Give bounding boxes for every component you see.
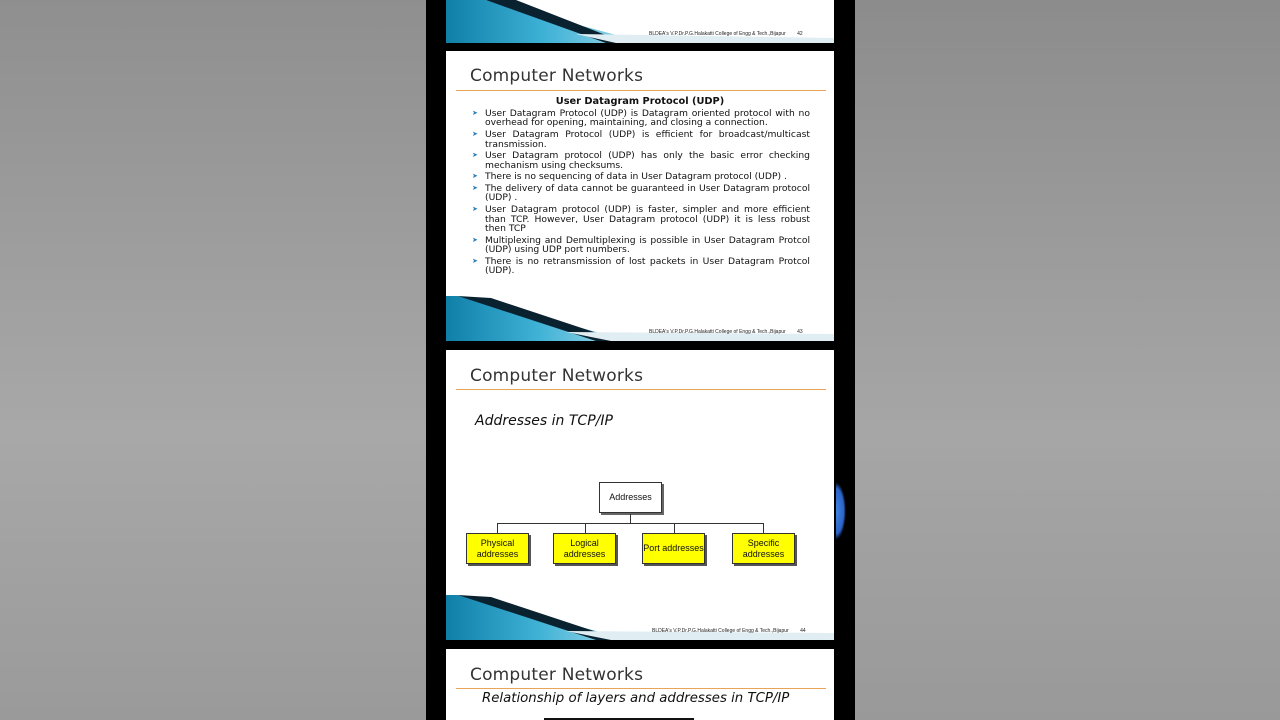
diagram-node-port: Port addresses — [642, 533, 705, 564]
diagram-node-logical: Logical addresses — [553, 533, 616, 564]
list-item: ➤ User Datagram protocol (UDP) is faster, simpler and more efficient than TCP. However, User Datagram protocol (UDP) it is less robust then TCP — [472, 204, 810, 234]
bullet-icon: ➤ — [472, 235, 478, 244]
bullet-icon: ➤ — [472, 172, 478, 181]
bullet-icon: ➤ — [472, 256, 478, 265]
slide-footer: BLDEA's V.P.Dr.P.G.Halakatti College of Engg & Tech.,Bijapur — [649, 31, 786, 37]
slide-title: Computer Networks — [470, 66, 644, 86]
slide-number: 42 — [797, 31, 803, 37]
slide-45 — [446, 649, 834, 720]
background-right — [855, 0, 1280, 720]
connector-line — [585, 523, 586, 533]
list-item: ➤ User Datagram Protocol (UDP) is Datagram oriented protocol with no overhead for opening, maintaining, and closing a connection. — [472, 108, 810, 129]
diagram-node-physical: Physical addresses — [466, 533, 529, 564]
title-divider — [456, 389, 826, 390]
bullet-icon: ➤ — [472, 130, 478, 139]
slide-title: Computer Networks — [470, 366, 644, 386]
slide-44 — [446, 350, 834, 640]
connector-line — [497, 523, 764, 524]
list-item: ➤ User Datagram protocol (UDP) has only the basic error checking mechanism using checksums. — [472, 150, 810, 171]
bullet-list — [472, 109, 810, 278]
list-item: ➤ The delivery of data cannot be guaranteed in User Datagram protocol (UDP) . — [472, 183, 810, 204]
title-divider — [456, 688, 826, 689]
title-divider — [456, 90, 826, 91]
list-item: ➤ There is no retransmission of lost packets in User Datagram Protcol (UDP). — [472, 255, 810, 277]
scroll-indicator[interactable] — [836, 482, 846, 540]
connector-line — [497, 523, 498, 533]
diagram-node-specific: Specific addresses — [732, 533, 795, 564]
section-heading: User Datagram Protocol (UDP) — [555, 96, 725, 107]
slide-footer: BLDEA's V.P.Dr.P.G.Halakatti College of Engg & Tech.,Bijapur — [649, 329, 786, 335]
list-item: ➤ There is no sequencing of data in User Datagram protocol (UDP) . — [472, 171, 787, 183]
connector-line — [674, 523, 675, 533]
bullet-icon: ➤ — [472, 109, 478, 117]
slide-title: Computer Networks — [470, 665, 644, 685]
slide-number: 44 — [800, 628, 806, 634]
slide-number: 43 — [797, 329, 803, 335]
list-item: ➤ User Datagram Protocol (UDP) is efficient for broadcast/multicast transmission. — [472, 129, 810, 150]
bullet-icon: ➤ — [472, 151, 478, 160]
slide-42 — [446, 0, 834, 43]
diagram-root-node: Addresses — [599, 482, 662, 513]
slide-heading: Addresses in TCP/IP — [475, 413, 613, 429]
background-left — [0, 0, 426, 720]
bullet-icon: ➤ — [472, 184, 478, 193]
slide-footer: BLDEA's V.P.Dr.P.G.Halakatti College of Engg & Tech.,Bijapur — [652, 628, 789, 634]
list-item: ➤ Multiplexing and Demultiplexing is possible in User Datagram Protcol (UDP) using UDP port numbers. — [472, 234, 810, 256]
bullet-icon: ➤ — [472, 205, 478, 214]
slide-heading: Relationship of layers and addresses in TCP/IP — [482, 691, 790, 706]
slide-43 — [446, 51, 834, 341]
connector-line — [763, 523, 764, 533]
